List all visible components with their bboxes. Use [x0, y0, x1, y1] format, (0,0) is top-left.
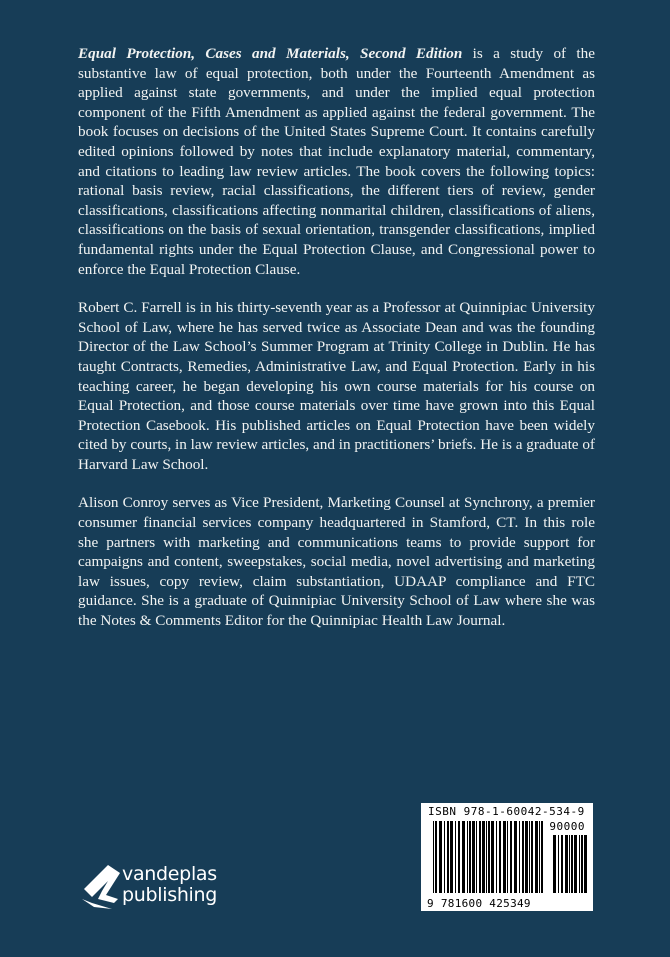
publisher-name-line1: vandeplas: [122, 863, 217, 885]
book-title: Equal Protection, Cases and Materials, Second Edition: [78, 45, 463, 62]
author-bio-conroy: Alison Conroy serves as Vice President, Marketing Counsel at Synchrony, a premier consumer financial services company headquartered in Stamford, CT. In this role she partners with marketing and communications teams to provide support for campaigns and content, sweepstakes, social media, novel advertising and marketing law issues, copy review, claim substantiation, UDAAP compliance and FTC guidance. She is a graduate of Quinnipiac University School of Law where she was the Notes & Comments Editor for the Quinnipiac Health Law Journal.: [78, 494, 595, 630]
publisher-name-line2: publishing: [122, 884, 218, 906]
barcode-bars: [421, 803, 593, 911]
back-cover-text: [78, 44, 595, 650]
ean-digits: 9 781600 425349: [427, 897, 531, 910]
book-description: [78, 44, 595, 279]
description-text: is a study of the substantive law of equal protection, both under the Fourteenth Amendment as applied against state governments, and under the implied equal protection component of the Fifth Amendment as applied against the federal government. The book focuses on decisions of the United States Supreme Court. It contains carefully edited opinions followed by notes that include explanatory material, commentary, and citations to leading law review articles. The book covers the following topics: rational basis review, racial classifications, the different tiers of review, gender classifications, classifications affecting nonmarital children, classifications of aliens, classifications on the basis of sexual orientation, transgender classifications, implied fundamental rights under the Equal Protection Clause, and Congressional power to enforce the Equal Protection Clause.: [78, 45, 595, 278]
isbn-barcode: [421, 803, 593, 911]
author-bio-farrell: Robert C. Farrell is in his thirty-seventh year as a Professor at Quinnipiac University School of Law, where he has served twice as Associate Dean and was the founding Director of the Law School’s Summer Program at Trinity College in Dublin. He has taught Contracts, Remedies, Administrative Law, and Equal Protection. Early in his teaching career, he began developing his own course materials for his course on Equal Protection, and those course materials over time have grown into this Equal Protection Casebook. His published articles on Equal Protection have been widely cited by courts, in law review articles, and in practitioners’ briefs. He is a graduate of Harvard Law School.: [78, 299, 595, 473]
price-code: 90000: [549, 820, 585, 833]
vandeplas-logo-icon: [78, 859, 122, 911]
publisher-name: [122, 864, 217, 906]
publisher-logo: [78, 859, 248, 915]
isbn-label: ISBN 978-1-60042-534-9: [428, 805, 585, 818]
